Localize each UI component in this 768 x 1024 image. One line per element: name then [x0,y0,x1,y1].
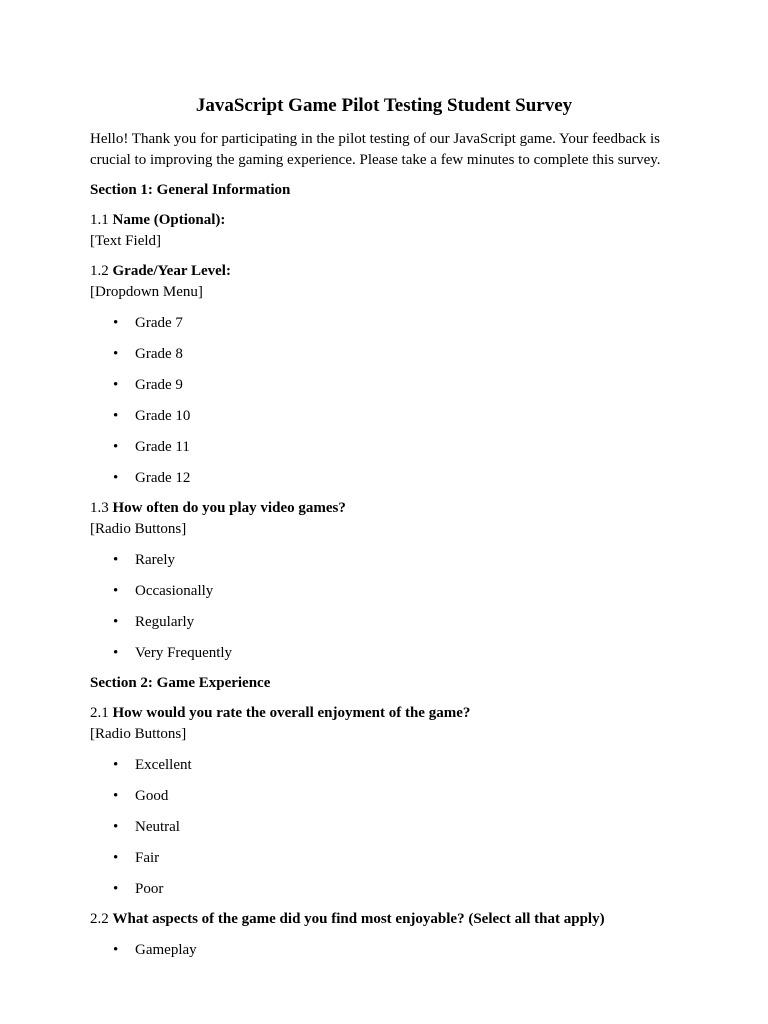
question-number: 2.2 [90,911,109,927]
bullet-icon: • [113,850,119,866]
option-label: Regularly [135,614,195,630]
frequency-options-list [90,550,678,664]
list-item [90,786,678,807]
option-label: Excellent [135,757,192,773]
bullet-icon: • [113,614,119,630]
list-item [90,581,678,602]
survey-title: JavaScript Game Pilot Testing Student Survey [195,95,573,116]
grade-options-list [90,313,678,489]
list-item [90,940,678,961]
bullet-icon: • [113,757,119,773]
bullet-icon: • [113,881,119,897]
bullet-icon: • [113,408,119,424]
question-text: Grade/Year Level: [112,263,231,279]
list-item [90,817,678,838]
bullet-icon: • [113,552,119,568]
question-text: What aspects of the game did you find most enjoyable? (Select all that apply) [112,911,605,927]
question-text: How often do you play video games? [112,500,346,516]
question-text: How would you rate the overall enjoyment of the game? [112,705,471,721]
option-label: Grade 7 [135,315,183,331]
question-number: 1.2 [90,263,109,279]
list-item [90,755,678,776]
option-label: Fair [135,850,160,866]
field-type-label: [Radio Buttons] [90,521,187,537]
option-label: Very Frequently [135,645,233,661]
bullet-icon: • [113,583,119,599]
field-type-label: [Dropdown Menu] [90,284,203,300]
option-label: Grade 8 [135,346,183,362]
list-item [90,643,678,664]
bullet-icon: • [113,470,119,486]
enjoyment-options-list [90,755,678,900]
question-1-2 [90,261,678,303]
question-2-2 [90,909,678,930]
list-item [90,344,678,365]
aspects-options-list [90,940,678,961]
list-item [90,406,678,427]
bullet-icon: • [113,819,119,835]
field-type-label: [Radio Buttons] [90,726,187,742]
bullet-icon: • [113,645,119,661]
question-2-1 [90,703,678,745]
bullet-icon: • [113,346,119,362]
question-number: 1.1 [90,212,109,228]
list-item [90,879,678,900]
option-label: Good [135,788,169,804]
option-label: Neutral [135,819,180,835]
question-number: 1.3 [90,500,109,516]
option-label: Grade 11 [135,439,190,455]
bullet-icon: • [113,788,119,804]
list-item [90,468,678,489]
option-label: Grade 9 [135,377,183,393]
section-1-title: Section 1: General Information [90,182,291,198]
question-1-3 [90,498,678,540]
bullet-icon: • [113,377,119,393]
field-type-label: [Text Field] [90,233,162,249]
list-item [90,437,678,458]
list-item [90,313,678,334]
option-label: Grade 10 [135,408,191,424]
option-label: Grade 12 [135,470,191,486]
option-label: Occasionally [135,583,214,599]
list-item [90,550,678,571]
question-1-1 [90,210,678,252]
option-label: Gameplay [135,942,197,958]
question-number: 2.1 [90,705,109,721]
list-item [90,612,678,633]
section-2-title: Section 2: Game Experience [90,675,271,691]
list-item [90,375,678,396]
bullet-icon: • [113,942,119,958]
bullet-icon: • [113,315,119,331]
option-label: Poor [135,881,164,897]
option-label: Rarely [135,552,175,568]
question-text: Name (Optional): [112,212,226,228]
bullet-icon: • [113,439,119,455]
list-item [90,848,678,869]
intro-paragraph: Hello! Thank you for participating in the pilot testing of our JavaScript game. Your feedback is crucial to improving the gaming experience. Please take a few minutes to complete this survey. [90,131,661,168]
